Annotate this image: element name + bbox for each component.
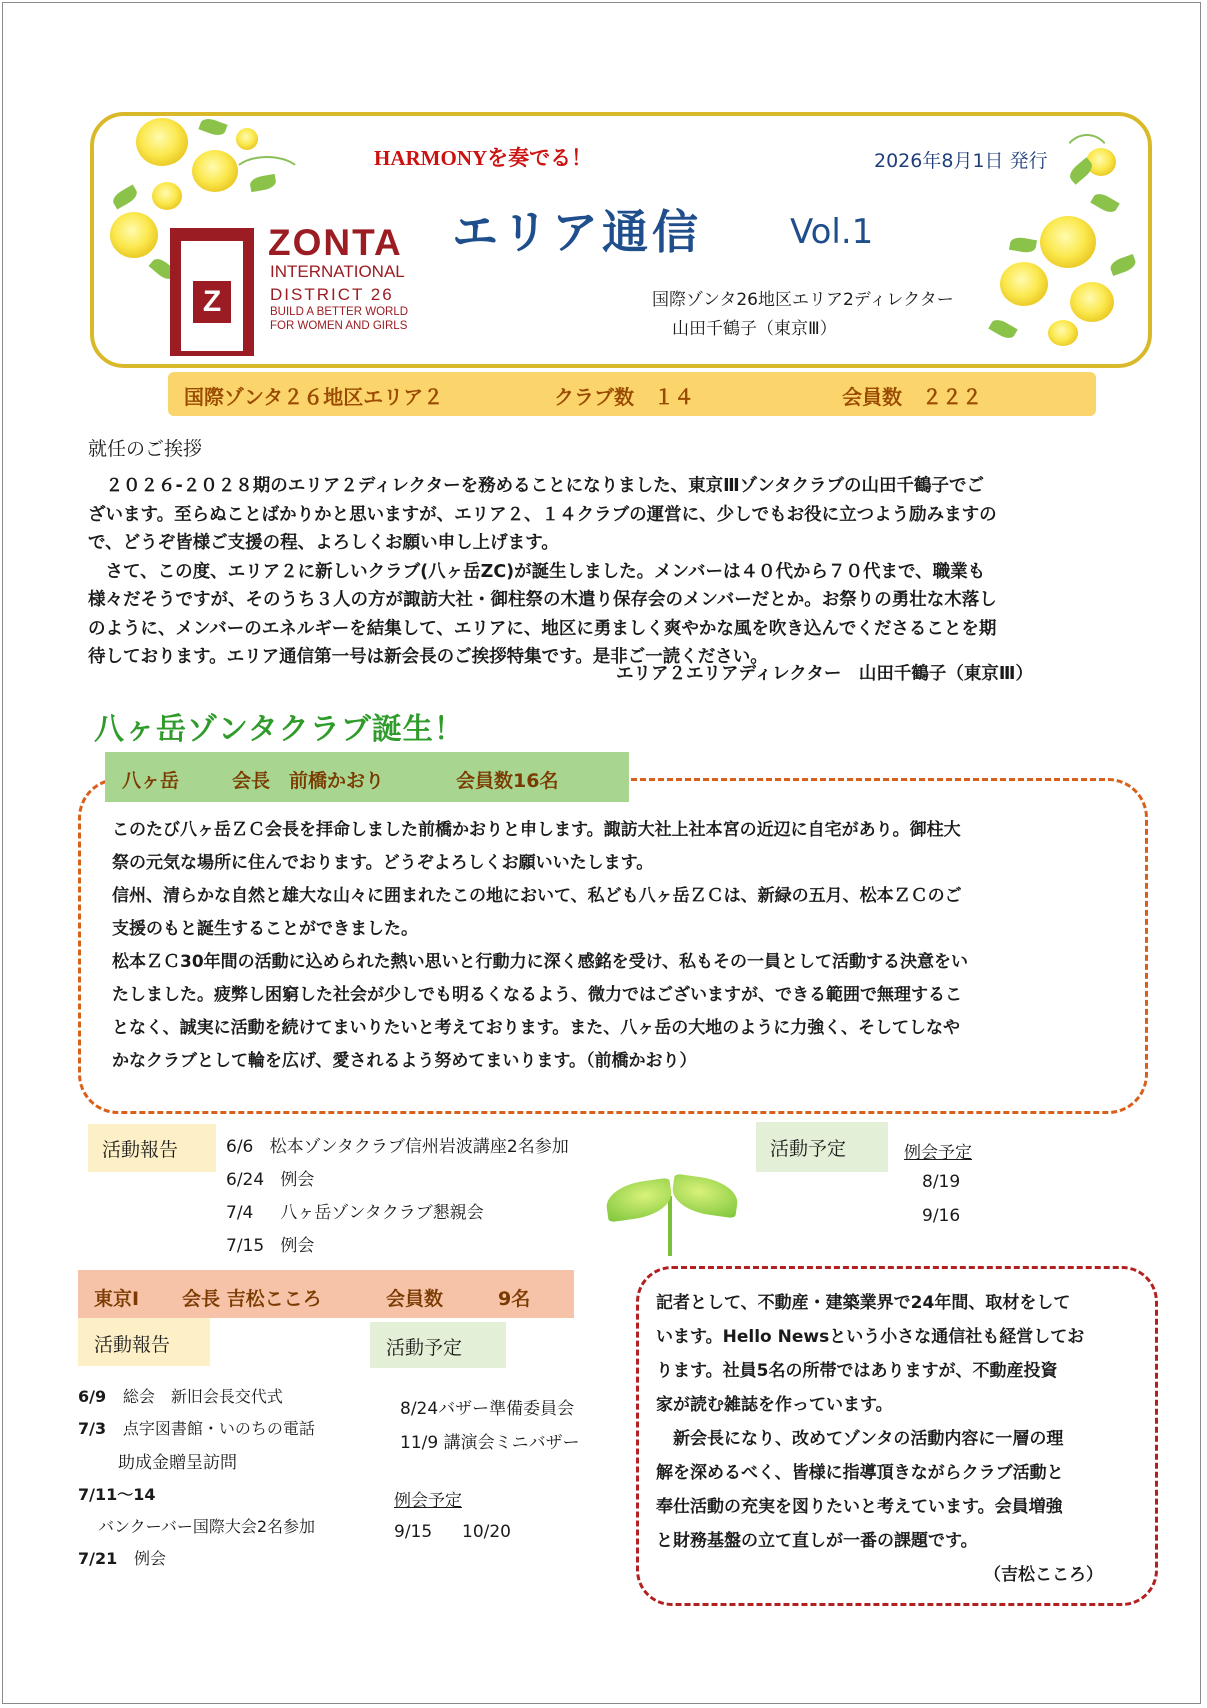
tokyo1-report-label: 活動報告: [78, 1318, 210, 1366]
greeting-signature: エリア２エリアディレクター 山田千鶴子（東京Ⅲ）: [616, 664, 1033, 684]
yatsugatake-report-label: 活動報告: [88, 1124, 216, 1172]
tokyo1-report-3: 助成金贈呈訪問: [118, 1453, 237, 1473]
slogan: HARMONYを奏でる！: [374, 146, 593, 170]
yatsugatake-members: 会員数16名: [456, 770, 559, 792]
director-name: 山田千鶴子（東京Ⅲ）: [672, 319, 837, 339]
tokyo1-members: 9名: [498, 1288, 531, 1310]
tokyo1-members-label: 会員数: [386, 1288, 444, 1310]
tokyo1-message-signature: （吉松こころ）: [984, 1565, 1103, 1585]
yatsugatake-report-3: 7/4 八ヶ岳ゾンタクラブ懇親会: [226, 1203, 484, 1223]
tokyo1-report-2: 7/3 点字図書館・いのちの電話: [78, 1419, 315, 1438]
tokyo1-message: 記者として、不動産・建築業界で24年間、取材をして います。Hello Newsという小さな通信社も経営してお ります。社員5名の所帯ではありますが、不動産投資 家が読む雑誌を作っています。 新会長になり、改めてゾンタの活動内容に一層の理 解を深めるべく、皆様に指導頂きながらクラブ活動と 奉仕活動の充実を図りたいと考えています。会員増強 と財務基盤の立て直しが一番の課題です。: [656, 1293, 1085, 1551]
club-count: クラブ数 １４: [554, 385, 694, 409]
greeting-heading: 就任のご挨拶: [88, 438, 203, 460]
tokyo1-plan-1: 8/24バザー準備委員会: [400, 1399, 575, 1419]
yatsugatake-meeting-1: 8/19: [922, 1172, 961, 1192]
area-name: 国際ゾンタ２６地区エリア２: [184, 385, 444, 409]
director-role: 国際ゾンタ26地区エリア2ディレクター: [652, 290, 954, 310]
tokyo1-meeting-2: 10/20: [462, 1522, 511, 1542]
yatsugatake-message: このたび八ヶ岳ＺＣ会長を拝命しました前橋かおりと申します。諏訪大社上社本宮の近辺に自宅があり。御柱大 祭の元気な場所に住んでおります。どうぞよろしくお願いいたします。 信州、清らかな自然と雄大な山々に囲まれたこの地において、私ども八ヶ岳ＺＣは、新緑の五月、松本ＺＣのご 支援のもと誕生することができました。 松本ＺＣ30年間の活動に込められた熱い思いと行動力に深く感銘を受け、私もその一員として活動する決意をい たしました。疲弊し困窮した社会が少しでも明るくなるよう、微力ではございますが、できる範囲で無理するこ となく、誠実に活動を続けてまいりたいと考えております。また、八ヶ岳の大地のように力強く、そしてしなや かなクラブとして輪を広げ、愛されるよう努めてまいります。（前橋かおり）: [112, 820, 968, 1071]
zonta-logo-icon: Z: [170, 228, 254, 356]
volume-number: Vol.1: [790, 212, 874, 252]
logo-zonta: ZONTA: [268, 222, 403, 263]
newsletter-title: エリア通信: [452, 205, 702, 259]
logo-tagline-1: BUILD A BETTER WORLD: [270, 306, 409, 318]
tokyo1-plan-label: 活動予定: [370, 1322, 506, 1368]
logo-district: DISTRICT 26: [270, 285, 394, 304]
greeting-body: ２０２６‐２０２８期のエリア２ディレクターを務めることになりました、東京Ⅲゾンタクラブの山田千鶴子でご ざいます。至らぬことばかりかと思いますが、エリア２、１４クラブの運営に、少しでもお役に立つよう励みますの で、どうぞ皆様ご支援の程、よろしくお願い申し上げます。 さて、この度、エリア２に新しいクラブ(八ヶ岳ZC)が誕生しました。メンバーは４０代から７０代まで、職業も 様々だそうですが、そのうち３人の方が諏訪大社・御柱祭の木遣り保存会のメンバーだとか。お祭りの勇壮な木落し のように、メンバーのエネルギーを結集して、エリアに、地区に勇ましく爽やかな風を吹き込んでくださることを期 待しております。エリア通信第一号は新会長のご挨拶特集です。是非ご一読ください。: [88, 476, 997, 667]
tokyo1-meeting-label: 例会予定: [394, 1491, 462, 1511]
yatsugatake-plan-label: 活動予定: [756, 1122, 888, 1172]
tokyo1-report-6: 7/21 例会: [78, 1549, 166, 1568]
yatsugatake-report-4: 7/15 例会: [226, 1236, 315, 1256]
yatsugatake-report-1: 6/6 松本ゾンタクラブ信州岩波講座2名参加: [226, 1137, 569, 1157]
tokyo1-meeting-1: 9/15: [394, 1522, 433, 1542]
tokyo1-club: 東京Ⅰ: [94, 1288, 140, 1310]
logo-international: INTERNATIONAL: [270, 262, 405, 281]
yatsugatake-president: 会長 前橋かおり: [232, 770, 385, 792]
yatsugatake-heading: 八ヶ岳ゾンタクラブ誕生！: [94, 712, 465, 747]
tokyo1-report-5: バンクーバー国際大会2名参加: [98, 1517, 316, 1536]
logo-tagline-2: FOR WOMEN AND GIRLS: [270, 320, 408, 332]
yatsugatake-meeting-2: 9/16: [922, 1206, 961, 1226]
tokyo1-president: 会長 吉松こころ: [182, 1288, 322, 1310]
yatsugatake-report-2: 6/24 例会: [226, 1170, 315, 1190]
yatsugatake-club: 八ヶ岳: [122, 770, 180, 792]
tokyo1-report-1: 6/9 総会 新旧会長交代式: [78, 1387, 283, 1406]
tokyo1-report-4: 7/11～14: [78, 1485, 156, 1504]
tokyo1-plan-2: 11/9 講演会ミニバザー: [400, 1433, 580, 1453]
issue-date: 2026年8月1日 発行: [874, 150, 1048, 172]
yatsugatake-meeting-label: 例会予定: [904, 1143, 972, 1163]
member-count: 会員数 ２２２: [842, 385, 982, 409]
